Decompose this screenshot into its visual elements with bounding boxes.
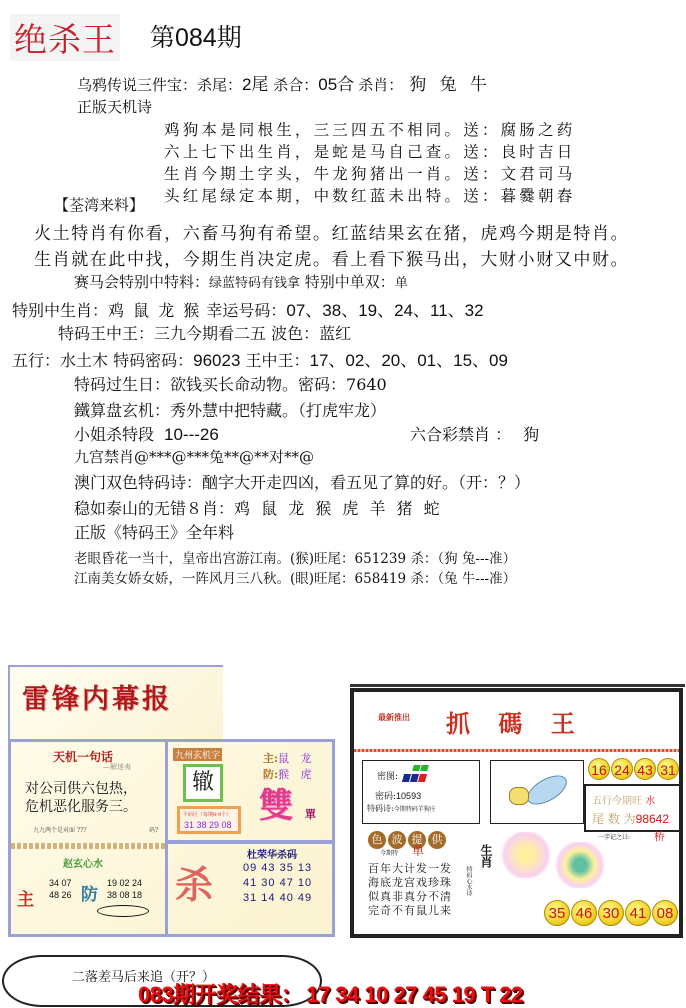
xinshui-fang-1: 19 02 24 [107, 878, 143, 888]
poem-line-1: 鸡狗本是同根生，三三四五不相同。送：腐肠之药 [164, 121, 576, 139]
wuxing-line [12, 346, 508, 371]
ball: 46 [571, 900, 597, 926]
ball: 16 [588, 758, 610, 780]
divider [11, 843, 165, 849]
special-zodiac: 鸡 鼠 龙 猴 [108, 301, 202, 320]
xinshui-title: 赵玄心水 [63, 859, 103, 870]
birthday-label: 特码过生日： [74, 375, 171, 394]
chip: 提 [408, 831, 426, 849]
new-label: 最新推出 [378, 712, 410, 722]
shengxiao-label: 生肖 [479, 844, 493, 868]
mitu-box [362, 760, 480, 824]
mouse-star-icon [498, 832, 554, 878]
leifeng-header [8, 665, 223, 743]
macau-label: 澳门双色特码诗： [74, 473, 203, 492]
weishu-line [592, 810, 669, 827]
ball: 24 [611, 758, 633, 780]
xinshui-zhu: 主 [17, 890, 34, 910]
zhuamawang-panel [350, 688, 683, 938]
lucky-numbers: 07、38、19、24、11、32 [286, 301, 484, 320]
tianji-footer: 九九两个是对面 ??? [33, 827, 87, 834]
quanwan-line-1: 火土特肖有你看，六畜马狗有希望。红蓝结果玄在猪，虎鸡今期是特肖。 [34, 224, 630, 244]
sha-char: 杀 [175, 862, 214, 907]
chip: 色 [368, 831, 386, 849]
special-zodiac-line [12, 296, 484, 321]
result-label: 083期开奖结果： [138, 982, 303, 1007]
ball: 31 [657, 758, 679, 780]
seq-chips [368, 828, 448, 849]
tiesuan-value: 秀外慧中把特藏。（打虎牢龙） [170, 401, 387, 420]
special-zodiac-label: 特别中生肖： [12, 301, 109, 320]
xinshui-fang-2: 38 08 18 [107, 890, 143, 900]
mitu-image-icon [403, 765, 429, 783]
tianji-line-2: 危机恶化服务三。 [25, 799, 137, 815]
xiaojie-label: 小姐杀特段 [74, 425, 155, 444]
birthday-value: 欲钱买长命动物。密码：7640 [170, 375, 387, 394]
eight-line [74, 496, 443, 519]
tema-poem-value: 今期特码羊狗庄 [393, 806, 436, 813]
ball: 08 [652, 900, 678, 926]
yizi-label: 一字记之曰: [598, 834, 631, 841]
annual-line-2: 江南美女娇女娇，一阵风月三八秋。(眼)旺尾：658419 杀：（兔 牛---准） [74, 571, 517, 587]
weishu-value: 98642 [635, 812, 670, 826]
crow-line [77, 70, 491, 95]
xinshui-zhu-1: 34 07 [49, 878, 72, 888]
tema-poem-line [367, 803, 436, 814]
leifeng-panel [8, 665, 335, 937]
right-poem-1: 百年大计发一发 [368, 862, 452, 875]
annual-line-1: 老眼昏花一当十，皇帝出宫游江南。(猴)旺尾：651239 杀：（狗 兔---准） [74, 551, 517, 567]
divider [350, 684, 685, 687]
divider [354, 749, 679, 752]
saima-line [74, 271, 408, 292]
cartoon-image [490, 760, 584, 824]
divider [168, 840, 335, 844]
pingma-numbers: 31 38 29 08 [184, 820, 232, 830]
poem-line-2: 六上七下出生肖，是蛇是马自己查。送：良时吉日 [164, 143, 576, 161]
bottom-balls [544, 900, 679, 926]
xiaojie-value: 10---26 [164, 425, 219, 444]
shuang-char: 雙 [259, 786, 293, 826]
result-line [138, 978, 523, 1008]
weishu-label: 尾 数 为 [592, 812, 636, 826]
jinqi-value: 单 [412, 844, 425, 858]
tianji-line-1: 对公司供六包热， [25, 781, 137, 797]
wuxing-label: 五行今期旺 [592, 796, 642, 807]
mima-value: 10593 [396, 791, 422, 801]
zixin-title: 九州玄机字 [173, 748, 222, 761]
ellipse-mark [97, 905, 149, 917]
lucky-label: 幸运号码： [201, 301, 287, 320]
tiesuan-line [74, 398, 386, 421]
zixin-char: 辙 [191, 770, 214, 795]
crow-label: 乌鸦传说三件宝：杀尾： [77, 76, 243, 94]
crow-tail: 2尾 [242, 75, 269, 94]
fang-label: 防: [263, 768, 279, 781]
mima-line [375, 789, 421, 802]
side-caption: 特码心水诗 [465, 866, 472, 896]
dujuan-row-3: 31 14 40 49 [243, 892, 313, 904]
wuxing-line [592, 792, 655, 807]
leifeng-title: 雷锋内幕报 [22, 684, 172, 715]
xinshui-zhu-2: 48 26 [49, 890, 72, 900]
jiugong-line: 九宫禁肖@***@***兔**@**对**@ [74, 448, 315, 466]
leifeng-frame [8, 739, 335, 937]
top-balls [588, 758, 680, 780]
xiaojie-line [74, 422, 219, 445]
quanwan-title: 【荃湾来料】 [54, 196, 145, 214]
cloud-text: 二落差马后来追（开？） [72, 970, 216, 985]
wzw-value: 17、02、20、01、15、09 [309, 351, 508, 370]
crow-he-label: 杀合： [268, 76, 319, 94]
yizi-value: 桥 [654, 830, 665, 843]
chip: 供 [428, 831, 446, 849]
danshuang-label: 特别中单双： [300, 273, 395, 291]
right-poem-4: 完奇不有鼠儿来 [368, 904, 452, 917]
right-poem-3: 似真非真分不清 [368, 890, 452, 903]
result-numbers: 17 34 10 27 45 19 T 22 [306, 982, 523, 1007]
pingma-box [177, 806, 241, 834]
ball: 41 [625, 900, 651, 926]
pingma-label: 平码区（每期8-9个） [183, 812, 232, 818]
macau-value: 酗字大开走四凶，看五见了算的好。（开：？） [202, 473, 531, 492]
dragon-star-icon [552, 842, 608, 888]
saima-label: 赛马会特别中特料： [74, 273, 210, 291]
macau-line [74, 470, 530, 493]
dujuan-row-1: 09 43 35 13 [243, 862, 313, 874]
jinxiao-value: 狗 [523, 425, 540, 444]
chip: 波 [388, 831, 406, 849]
ball: 30 [598, 900, 624, 926]
tianji-title: 天机一句话 [53, 750, 114, 764]
zhu-value: 鼠 龙 [278, 752, 316, 765]
poem-line-3: 生肖今期土字头，牛龙狗猪出一肖。送：文君司马 [164, 165, 576, 183]
xinshui-fang: 防 [81, 885, 98, 905]
zixin-char-box [183, 764, 223, 802]
jinxiao-line [410, 422, 539, 445]
ball: 35 [544, 900, 570, 926]
dujuan-title: 杜荣华杀码 [247, 850, 297, 861]
tiesuan-label: 鐵算盘玄机： [74, 401, 171, 420]
quanwan-line-2: 生肖就在此中找，今期生肖决定虎。看上看下猴马出，大财小财又中财。 [34, 250, 630, 270]
issue-number: 第084期 [150, 24, 242, 52]
tianji-footer-right: 码? [149, 827, 159, 834]
poem-line-4: 头红尾绿定本期，中数红蓝未出特。送：暮爨朝舂 [164, 187, 576, 205]
mitu-label: 密图: [377, 772, 399, 782]
tema-wang-line: 特码王中王：三九今期看二五 波色：蓝红 [58, 324, 352, 343]
wuxing-box [584, 784, 680, 832]
zhu-line [263, 750, 316, 766]
wuxing-value: 水土木 [60, 351, 109, 370]
zhu-label: 主: [263, 752, 279, 765]
wuxing-label: 五行： [12, 351, 61, 370]
mima-label: 密码: [375, 792, 397, 802]
dujuan-row-2: 41 30 47 10 [243, 877, 313, 889]
fang-value: 猴 虎 [278, 768, 316, 781]
saima-value: 绿蓝特码有钱拿 [209, 276, 301, 291]
poem-title: 正版天机诗 [77, 98, 153, 116]
wuxing-value: 水 [645, 796, 656, 807]
birthday-line [74, 372, 387, 395]
right-poem-2: 海底龙宫戏珍珠 [368, 876, 452, 889]
eight-label: 稳如泰山的无错８肖： [74, 499, 235, 518]
crow-he: 05合 [318, 75, 355, 94]
danshuang-value: 单 [394, 276, 408, 291]
tema-poem-label: 特码诗: [367, 804, 394, 813]
crow-xiao: 狗 兔 牛 [409, 75, 492, 95]
brand-title: 绝杀王 [10, 14, 120, 61]
jinqi-label: 今期特 [380, 850, 399, 857]
zhuamawang-title: 抓 碼 王 [446, 709, 585, 738]
eight-value: 鸡 鼠 龙 猴 虎 羊 猪 蛇 [234, 499, 443, 518]
tianji-sub: —解迷夷 [103, 763, 131, 771]
crow-xiao-label: 杀肖： [358, 76, 404, 94]
wzw-label: 王中王： [240, 351, 310, 370]
mima-value: 96023 [193, 351, 241, 370]
jinxiao-label: 六合彩禁肖 ： [410, 425, 512, 444]
mima-label: 特码密码： [108, 351, 194, 370]
dan-char: 單 [305, 808, 316, 821]
annual-title: 正版《特码王》全年料 [74, 523, 235, 542]
ball: 43 [634, 758, 656, 780]
divider [165, 742, 168, 934]
